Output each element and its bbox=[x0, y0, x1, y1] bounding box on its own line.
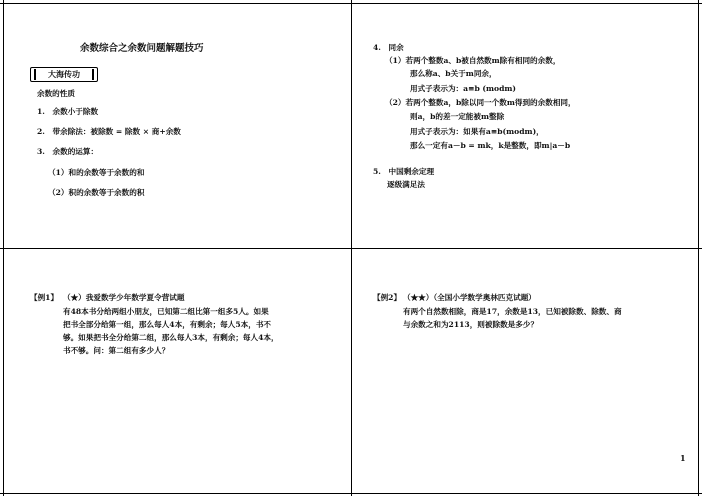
example1-text: 够。如果把书全分给第二组，那么每人3本，有剩余；每人4本， bbox=[63, 333, 279, 342]
property-subitem: （2）积的余数等于余数的积 bbox=[48, 188, 145, 197]
example1-label: 【例1】 bbox=[30, 293, 59, 302]
badge bbox=[30, 67, 98, 82]
property-item: 1. 余数小于除数 bbox=[37, 107, 99, 116]
example1-text: 有48本书分给两组小朋友，已知第二组比第一组多5人。如果 bbox=[63, 307, 269, 316]
center-divider bbox=[351, 0, 352, 496]
panel1-title: 余数综合之余数问题解题技巧 bbox=[80, 43, 204, 54]
example1-text: 书不够。问：第二组有多少人？ bbox=[63, 346, 170, 355]
badge-label: 大海传功 bbox=[34, 69, 94, 80]
congruence-line: （2）若两个整数a，b除以同一个数m得到的余数相同， bbox=[385, 98, 576, 107]
example2-text: 与余数之和为2113，则被除数是多少？ bbox=[403, 320, 539, 329]
right-border bbox=[698, 0, 699, 496]
crt-method: 逐级满足法 bbox=[387, 180, 425, 189]
congruence-heading: 4. 同余 bbox=[373, 43, 404, 52]
congruence-line: 用式子表示为：如果有a≡b(modm)， bbox=[410, 127, 544, 136]
property-subitem: （1）和的余数等于余数的和 bbox=[48, 168, 145, 177]
congruence-line: 那么称a、b关于m同余， bbox=[410, 69, 497, 78]
page-number: 1 bbox=[680, 453, 686, 463]
congruence-line: 用式子表示为：a≡b (modm) bbox=[410, 84, 517, 93]
example1-title: （★）我爱数学少年数学夏令营试题 bbox=[63, 293, 185, 302]
left-border bbox=[3, 0, 4, 496]
congruence-line: 那么一定有a－b = mk，k是整数，即m|a－b bbox=[410, 141, 571, 150]
example2-label: 【例2】 bbox=[373, 293, 402, 302]
crt-heading: 5. 中国剩余定理 bbox=[373, 167, 435, 176]
example2-title: （★★）（全国小学数学奥林匹克试题） bbox=[403, 293, 536, 302]
example1-text: 把书全部分给第一组，那么每人4本，有剩余；每人5本，书不 bbox=[63, 320, 272, 329]
congruence-line: 则a，b的差一定能被m整除 bbox=[410, 112, 505, 121]
example2-text: 有两个自然数相除，商是17，余数是13，已知被除数、除数、商 bbox=[403, 307, 622, 316]
property-item: 2. 带余除法：被除数 = 除数 × 商+余数 bbox=[37, 127, 181, 136]
property-item: 3. 余数的运算： bbox=[37, 147, 99, 156]
congruence-line: （1）若两个整数a、b被自然数m除有相同的余数， bbox=[385, 56, 561, 65]
properties-heading: 余数的性质 bbox=[37, 89, 75, 98]
